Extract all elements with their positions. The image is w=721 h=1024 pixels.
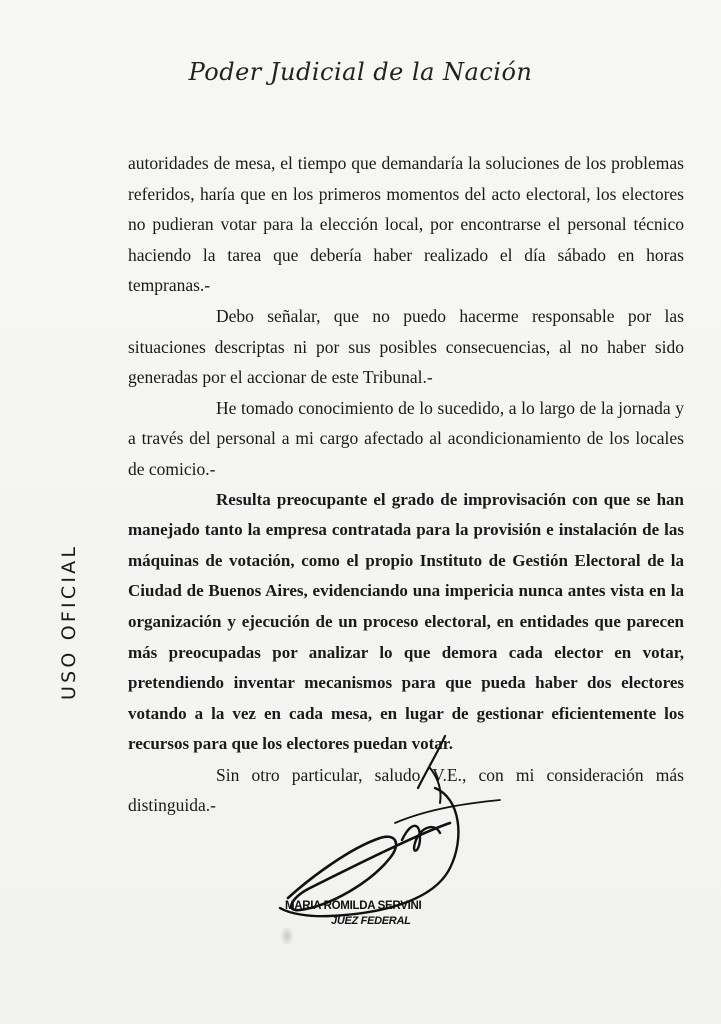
signer-name: MARIA ROMILDA SERVINI	[285, 900, 422, 912]
letter-body	[128, 148, 684, 821]
paragraph-2: Debo señalar, que no puedo hacerme responsable por las situaciones descriptas ni por sus posibles consecuencias, al no haber sido generadas por el accionar de este Tribunal.-	[128, 305, 684, 388]
paragraph-1: autoridades de mesa, el tiempo que demandaría la soluciones de los problemas referidos, haría que en los primeros momentos del acto electoral, los electores no pudieran votar para la elección local, por encontrarse el personal técnico haciendo la tarea que debería haber realizado el día sábado en horas tempranas.-	[128, 153, 684, 296]
closing-paragraph: Sin otro particular, saludo V.E., con mi consideración más distinguida.-	[128, 764, 684, 816]
ink-smudge	[280, 926, 294, 946]
letterhead-title: Poder Judicial de la Nación	[188, 58, 533, 86]
signature-stamp	[285, 900, 485, 927]
paragraph-3: He tomado conocimiento de lo sucedido, a lo largo de la jornada y a través del personal a mi cargo afectado al acondicionamiento de los locales de comicio.-	[128, 397, 684, 479]
signer-title: JUEZ FEDERAL	[331, 915, 411, 927]
paragraph-4-emphasis: Resulta preocupante el grado de improvisación con que se han manejado tanto la empresa contratada para la provisión e instalación de las máquinas de votación, como el propio Instituto de Gestión Electoral de la Ciudad de Buenos Aires, evidenciando una impericia nunca antes vista en la organización y ejecución de un proceso electoral, en entidades que parecen más preocupadas por analizar lo que demora cada elector en votar, pretendiendo inventar mecanismos para que pueda haber dos electores votando a la vez en cada mesa, en lugar de gestionar eficientemente los recursos para que los electores puedan votar.	[128, 489, 684, 754]
official-use-mark: USO OFICIAL	[58, 543, 80, 700]
